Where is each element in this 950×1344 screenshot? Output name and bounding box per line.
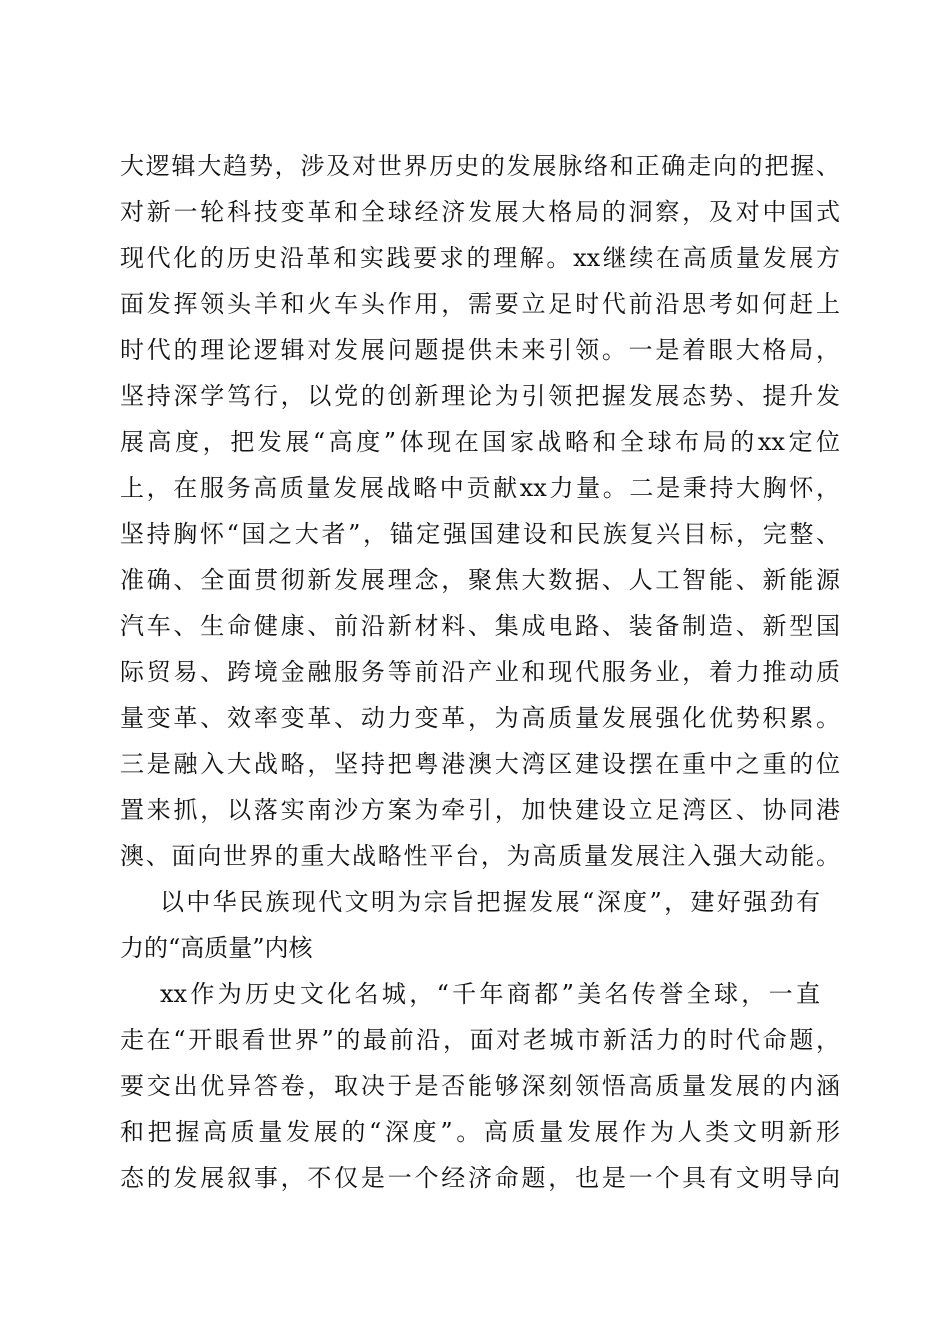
text-line: 坚持深学笃行，以党的创新理论为引领把握发展态势、提升发	[120, 382, 840, 410]
text-line: xx作为历史文化名城，“千年商都”美名传誉全球，一直	[160, 980, 820, 1008]
text-line: 置来抓，以落实南沙方案为牵引，加快建设立足湾区、协同港	[120, 796, 840, 824]
text-line: 大逻辑大趋势，涉及对世界历史的发展脉络和正确走向的把握、	[120, 152, 840, 180]
text-line: 面发挥领头羊和火车头作用，需要立足时代前沿思考如何赶上	[120, 290, 840, 318]
text-line: 现代化的历史沿革和实践要求的理解。xx继续在高质量发展方	[120, 244, 840, 272]
section-heading-line: 力的“高质量”内核	[120, 934, 313, 962]
text-line: 态的发展叙事，不仅是一个经济命题，也是一个具有文明导向	[120, 1164, 840, 1192]
text-line: 际贸易、跨境金融服务等前沿产业和现代服务业，着力推动质	[120, 658, 840, 686]
text-line: 汽车、生命健康、前沿新材料、集成电路、装备制造、新型国	[120, 612, 840, 640]
text-line: 准确、全面贯彻新发展理念，聚焦大数据、人工智能、新能源	[120, 566, 840, 594]
text-line: 时代的理论逻辑对发展问题提供未来引领。一是着眼大格局，	[120, 336, 840, 364]
section-heading-line: 以中华民族现代文明为宗旨把握发展“深度”，建好强劲有	[160, 888, 820, 916]
text-line: 和把握高质量发展的“深度”。高质量发展作为人类文明新形	[120, 1118, 840, 1146]
text-line: 三是融入大战略，坚持把粤港澳大湾区建设摆在重中之重的位	[120, 750, 840, 778]
text-line: 坚持胸怀“国之大者”，锚定强国建设和民族复兴目标，完整、	[120, 520, 840, 548]
text-line: 走在“开眼看世界”的最前沿，面对老城市新活力的时代命题，	[120, 1026, 840, 1054]
text-line: 澳、面向世界的重大战略性平台，为高质量发展注入强大动能。	[120, 842, 840, 870]
text-line: 量变革、效率变革、动力变革，为高质量发展强化优势积累。	[120, 704, 840, 732]
text-line: 展高度，把发展“高度”体现在国家战略和全球布局的xx定位	[120, 428, 840, 456]
text-line: 对新一轮科技变革和全球经济发展大格局的洞察，及对中国式	[120, 198, 840, 226]
text-line: 上，在服务高质量发展战略中贡献xx力量。二是秉持大胸怀，	[120, 474, 840, 502]
text-line: 要交出优异答卷，取决于是否能够深刻领悟高质量发展的内涵	[120, 1072, 840, 1100]
